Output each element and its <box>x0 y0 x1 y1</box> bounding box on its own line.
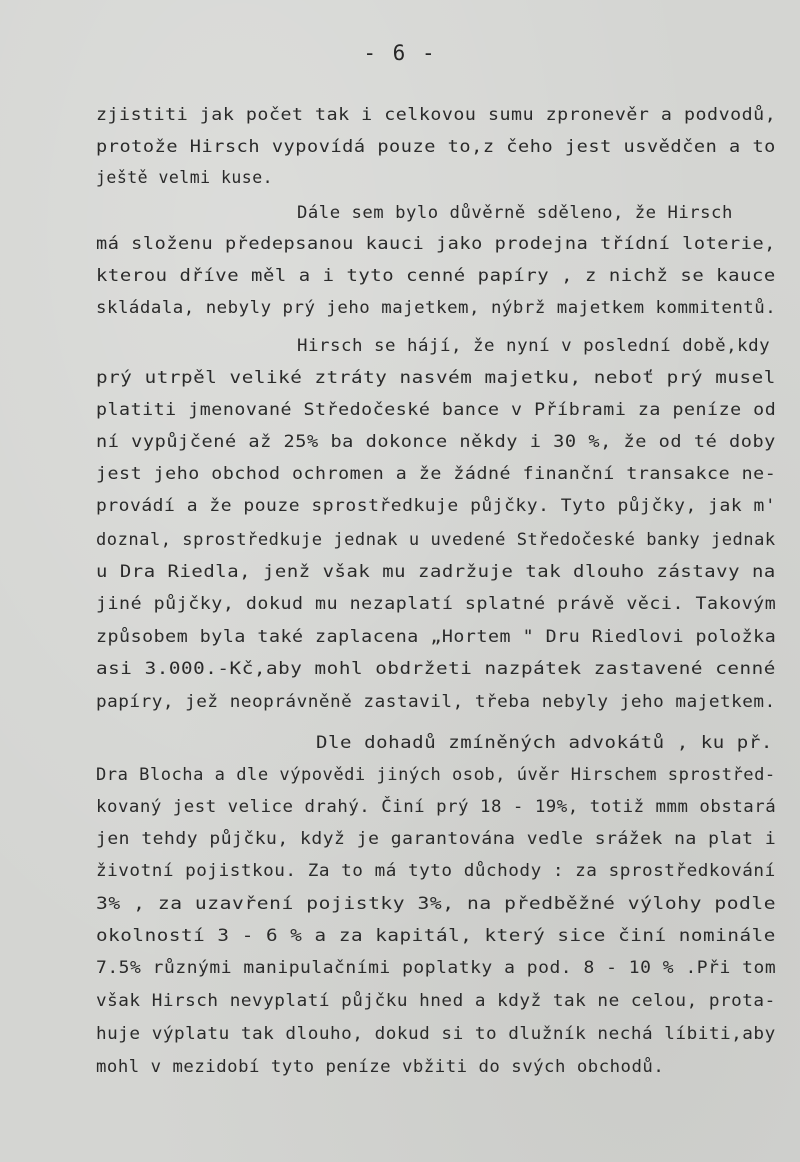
text-line: však Hirsch nevyplatí půjčku hned a když tak ne celou, prota- <box>96 991 776 1011</box>
text-line: Dra Blocha a dle výpovědi jiných osob, úvěr Hirschem sprostřed- <box>96 765 776 785</box>
text-line: kovaný jest velice drahý. Činí prý 18 - 19%, totiž mmm obstará <box>96 797 777 817</box>
text-line: ještě velmi kuse. <box>96 168 274 188</box>
text-line: skládala, nebyly prý jeho majetkem, nýbrž majetkem kommitentů. <box>96 298 777 318</box>
text-line: mohl v mezidobí tyto peníze vbžiti do svých obchodů. <box>96 1057 665 1077</box>
text-line: okolností 3 - 6 % a za kapitál, který sice činí nominále <box>96 926 776 946</box>
page-number: - 6 - <box>363 41 437 65</box>
text-line: Dále sem bylo důvěrně sděleno, že Hirsch <box>297 203 733 223</box>
text-line: prý utrpěl veliké ztráty nasvém majetku, neboť prý musel <box>96 368 776 388</box>
text-line: Hirsch se hájí, že nyní v poslední době,kdy <box>297 336 771 356</box>
text-line: jest jeho obchod ochromen a že žádné finanční transakce ne- <box>96 464 777 484</box>
text-line: jiné půjčky, dokud mu nezaplatí splatné právě věci. Takovým <box>96 594 777 614</box>
text-line: má složenu předepsanou kauci jako prodejna třídní loterie, <box>96 234 776 254</box>
text-line: zjistiti jak počet tak i celkovou sumu zpronevěr a podvodů, <box>96 105 777 125</box>
text-line: papíry, jež neoprávněně zastavil, třeba nebyly jeho majetkem. <box>96 692 776 712</box>
text-line: asi 3.000.-Kč,aby mohl obdržeti nazpátek zastavené cenné <box>96 659 776 679</box>
text-line: způsobem byla také zaplacena „Hortem " Dru Riedlovi položka <box>96 627 777 647</box>
text-line: životní pojistkou. Za to má tyto důchody : za sprostředkování <box>96 861 776 881</box>
text-line: doznal, sprostředkuje jednak u uvedené Středočeské banky jednak <box>96 530 776 550</box>
text-line: huje výplatu tak dlouho, dokud si to dlužník nechá líbiti,aby <box>96 1024 776 1044</box>
text-line: 3% , za uzavření pojistky 3%, na předběžné výlohy podle <box>96 894 777 914</box>
text-line: Dle dohadů zmíněných advokátů , ku př. <box>316 733 773 753</box>
text-line: jen tehdy půjčku, když je garantována vedle srážek na plat i <box>96 829 777 849</box>
text-line: 7.5% různými manipulačními poplatky a pod. 8 - 10 % .Při tom <box>96 958 777 978</box>
text-line: protože Hirsch vypovídá pouze to,z čeho jest usvědčen a to <box>96 137 776 157</box>
text-line: u Dra Riedla, jenž však mu zadržuje tak dlouho zástavy na <box>96 562 776 582</box>
text-line: platiti jmenované Středočeské bance v Příbrami za peníze od <box>96 400 777 420</box>
text-line: ní vypůjčené až 25% ba dokonce někdy i 30 %, že od té doby <box>96 432 776 452</box>
text-line: provádí a že pouze sprostředkuje půjčky. Tyto půjčky, jak m' <box>96 496 777 516</box>
text-line: kterou dříve měl a i tyto cenné papíry , z nichž se kauce <box>96 266 776 286</box>
